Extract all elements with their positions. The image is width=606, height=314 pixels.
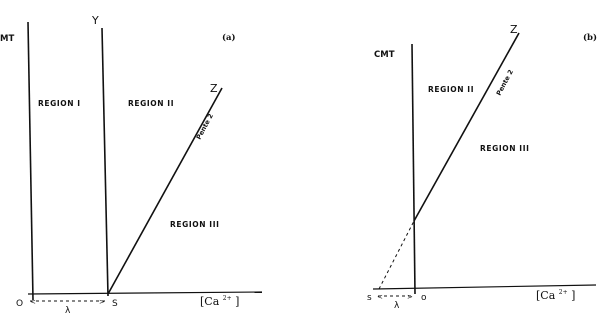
panel-b-cmt-label: CMT — [374, 50, 395, 60]
panel-b-x-axis-label — [536, 284, 575, 302]
panel-b-x-axis-label-sup: 2+ — [558, 289, 568, 296]
panel-b-cmt-axis — [412, 44, 415, 294]
panel-a-cmt-axis — [28, 22, 33, 300]
panel-a-z-label: Z — [210, 82, 218, 95]
panel-a-region-1: REGION I — [38, 99, 81, 108]
panel-b — [367, 23, 597, 311]
panel-a-cmt-label: MT — [0, 34, 15, 44]
panel-b-region-3: REGION III — [480, 144, 530, 153]
panel-a-region-3: REGION III — [170, 220, 220, 229]
panel-b-arrow-right: > — [407, 293, 413, 301]
panel-b-x-axis-label-base: [Ca — [536, 289, 556, 302]
panel-a-x-axis-label-base: [Ca — [200, 295, 220, 308]
panel-a-slope-label: Pente 2 — [194, 112, 215, 141]
panel-b-slope-extrapolation — [379, 221, 414, 289]
panel-b-arrow-left: < — [377, 293, 383, 301]
panel-b-lambda-label: λ — [394, 301, 400, 311]
panel-a-lambda-label: λ — [65, 306, 71, 314]
panel-a-x-axis-label-sup: 2+ — [222, 295, 232, 302]
panel-a-origin-label: O — [16, 299, 24, 309]
panel-b-slope-label: Pente 2 — [494, 68, 515, 97]
panel-a-x-axis — [28, 292, 262, 294]
panel-b-tag: (b) — [583, 33, 597, 43]
panel-a-x-axis-label-close: ] — [235, 295, 240, 308]
panel-a — [0, 14, 262, 314]
panel-b-z-label: Z — [510, 23, 518, 36]
panel-b-slope-line — [414, 33, 519, 221]
panel-a-y-axis-label: Y — [92, 14, 99, 27]
panel-b-region-2: REGION II — [428, 85, 475, 94]
panel-a-arrow-right: > — [99, 298, 105, 306]
panel-b-s-label: s — [367, 293, 372, 303]
panel-b-x-axis-label-close: ] — [571, 289, 576, 302]
panel-a-tag: (a) — [222, 33, 236, 43]
panel-a-y-axis — [102, 28, 108, 296]
panel-a-arrow-left: < — [30, 298, 36, 306]
panel-a-s-label: S — [112, 299, 118, 309]
panel-a-region-2: REGION II — [128, 99, 175, 108]
panel-b-origin-label: o — [421, 293, 427, 303]
